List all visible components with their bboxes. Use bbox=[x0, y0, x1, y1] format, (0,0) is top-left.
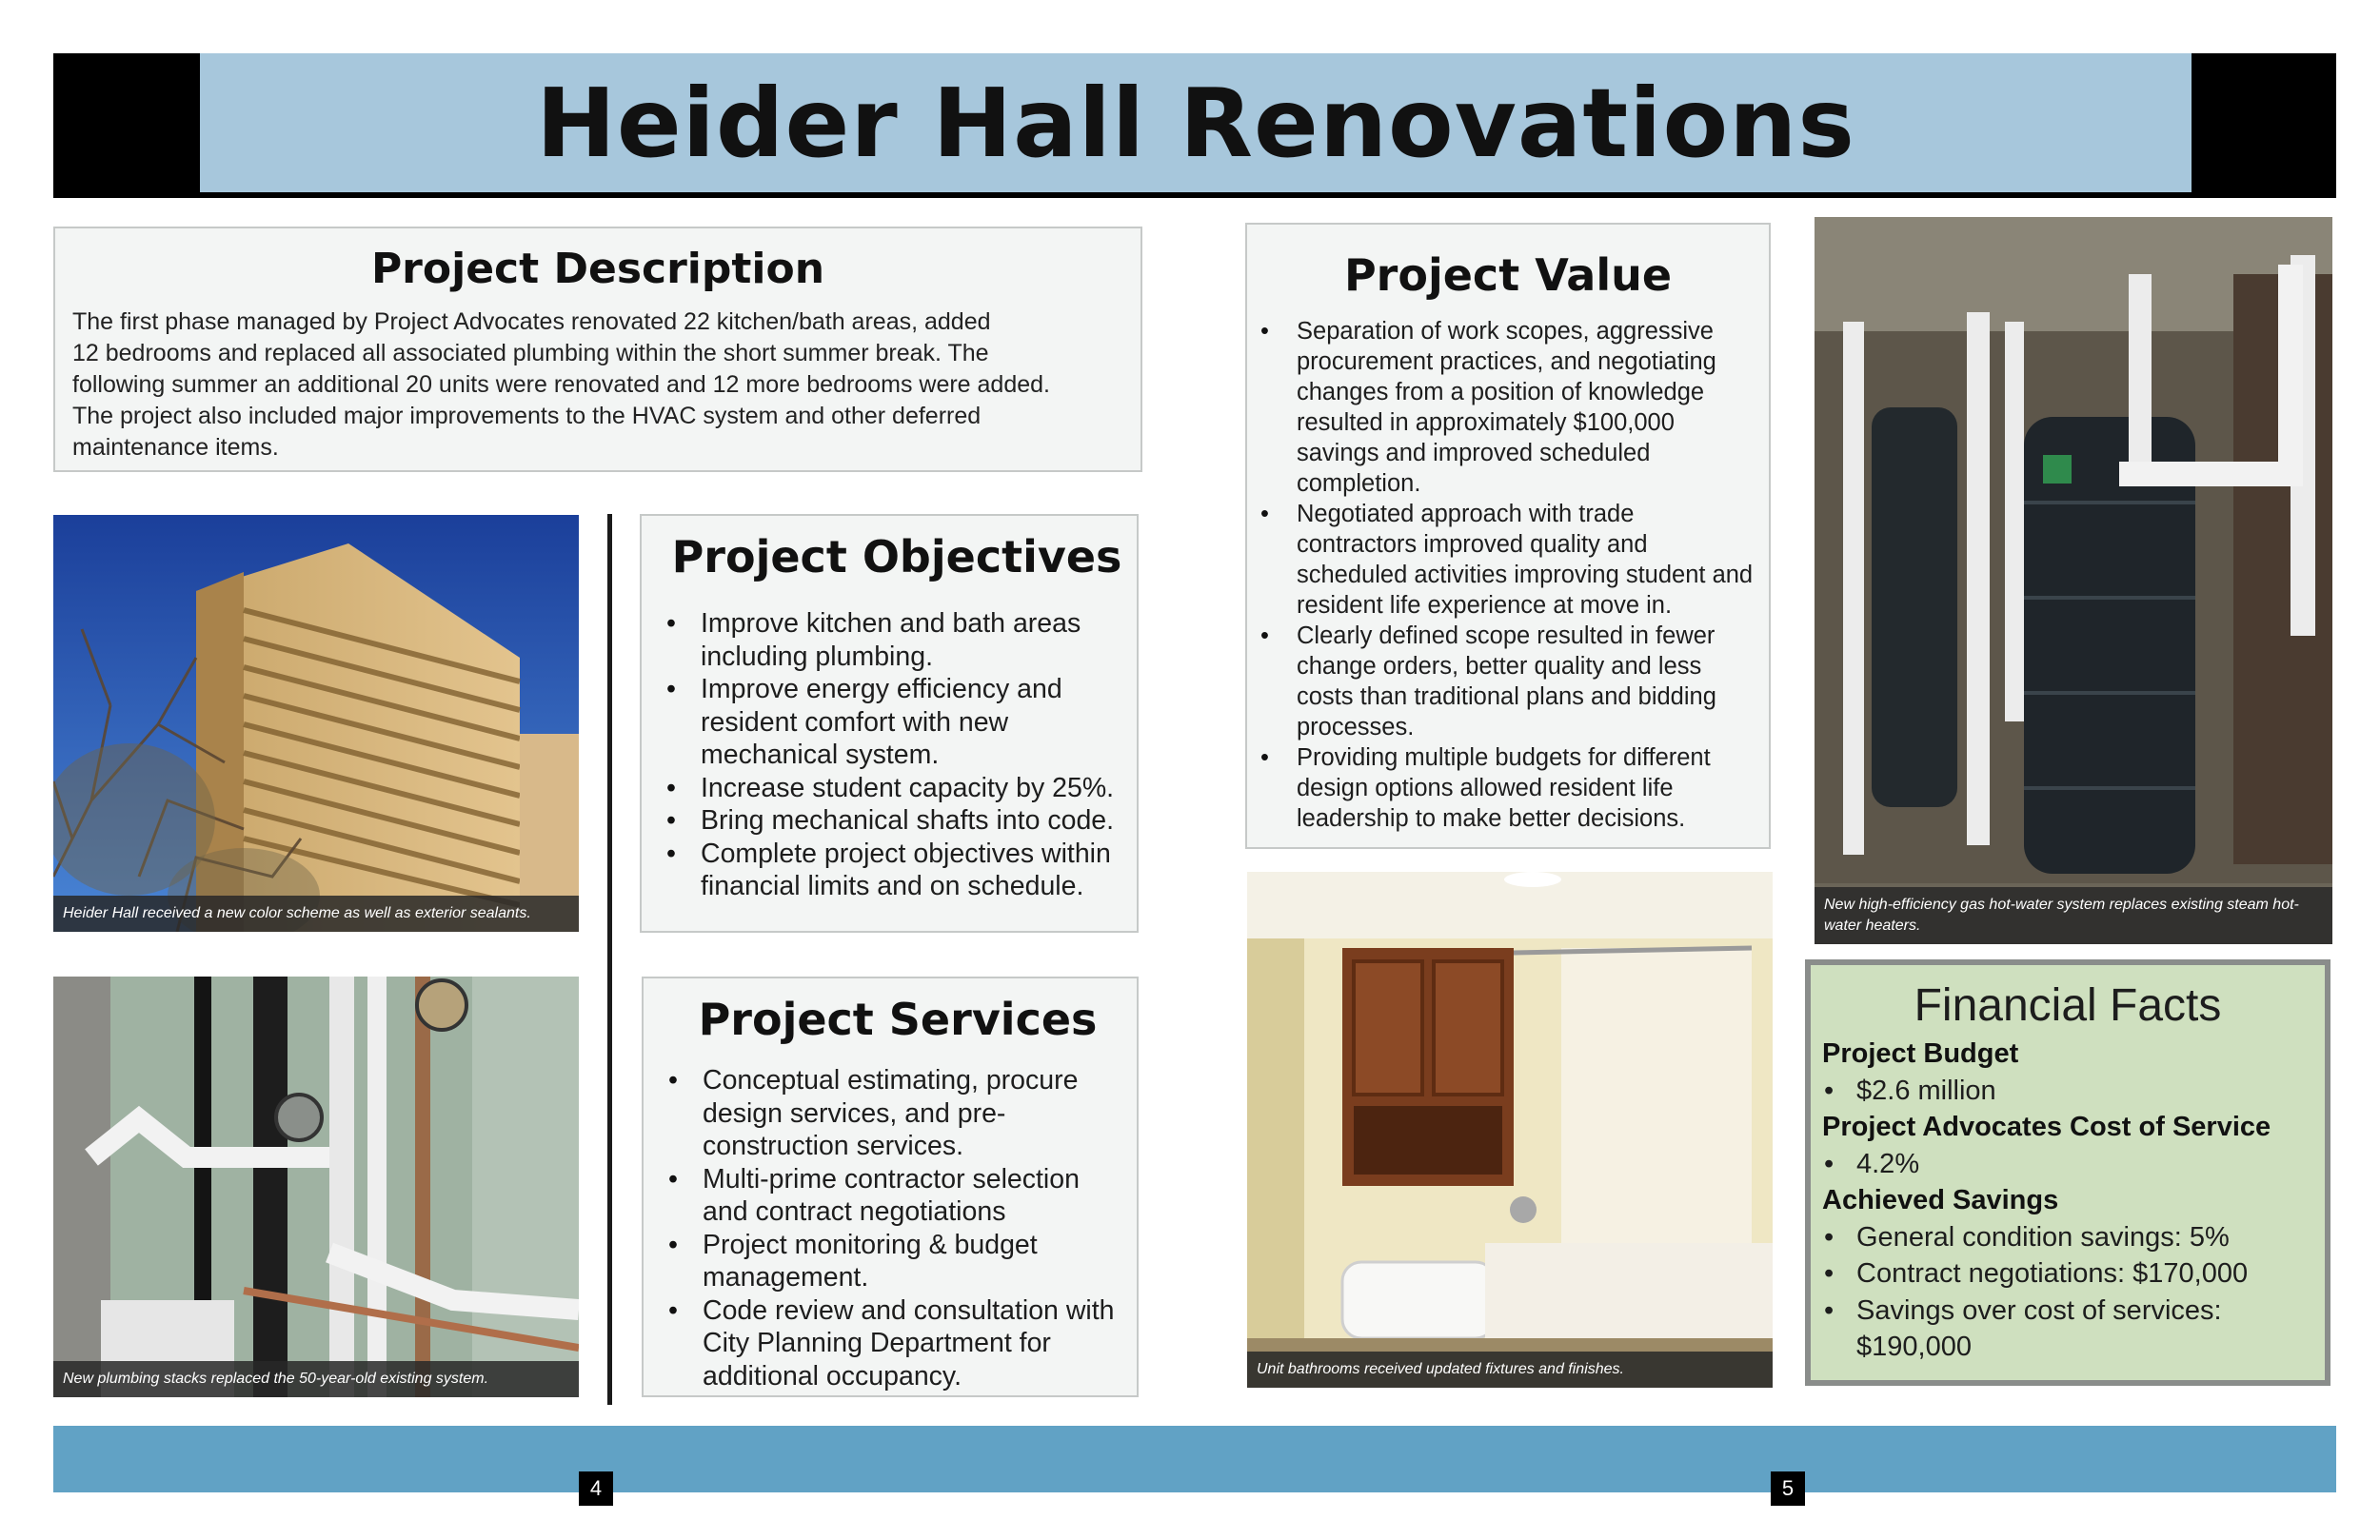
list-item: • Multi-prime contractor selection and contract negotiations bbox=[668, 1163, 1127, 1229]
list-item: • Improve energy efficiency and resident comfort with new mechanical system. bbox=[666, 673, 1127, 772]
cost-list bbox=[1822, 1146, 2313, 1183]
list-item: • Bring mechanical shafts into code. bbox=[666, 804, 1127, 838]
building-photo bbox=[53, 515, 579, 932]
page-number-left: 4 bbox=[579, 1471, 613, 1506]
project-objectives-panel bbox=[640, 514, 1139, 933]
column-divider bbox=[607, 514, 612, 1405]
project-description-panel bbox=[53, 227, 1142, 472]
financial-facts-panel bbox=[1805, 959, 2330, 1386]
footer-bar bbox=[53, 1426, 2336, 1492]
list-item: • Savings over cost of services: $190,000 bbox=[1822, 1293, 2313, 1366]
list-item: • Project monitoring & budget management. bbox=[668, 1229, 1127, 1294]
list-item: • Increase student capacity by 25%. bbox=[666, 772, 1127, 805]
list-item: • General condition savings: 5% bbox=[1822, 1219, 2313, 1256]
services-list bbox=[668, 1064, 1127, 1392]
list-item: • Code review and consultation with City Planning Department for additional occupancy. bbox=[668, 1294, 1127, 1393]
plumbing-photo bbox=[53, 977, 579, 1397]
title-band bbox=[200, 53, 2192, 192]
list-item: • Clearly defined scope resulted in fewer change orders, better quality and less costs than traditional plans and bidding processes. bbox=[1260, 621, 1755, 742]
project-services-heading: Project Services bbox=[698, 994, 1098, 1045]
project-description-heading: Project Description bbox=[370, 245, 825, 293]
project-value-heading: Project Value bbox=[1343, 249, 1673, 301]
heater-photo bbox=[1815, 217, 2332, 944]
bathroom-photo bbox=[1247, 872, 1773, 1388]
bathroom-photo-caption: Unit bathrooms received updated fixtures and finishes. bbox=[1247, 1352, 1773, 1388]
description-line: The project also included major improvements to the HVAC system and other deferred bbox=[72, 403, 982, 429]
description-line: The first phase managed by Project Advocates renovated 22 kitchen/bath areas, added bbox=[72, 308, 991, 335]
value-list bbox=[1260, 316, 1755, 834]
budget-list bbox=[1822, 1073, 2313, 1110]
project-description-text bbox=[72, 306, 1123, 464]
building-photo-caption: Heider Hall received a new color scheme as well as exterior sealants. bbox=[53, 896, 579, 932]
project-budget-label: Project Budget bbox=[1822, 1038, 2019, 1069]
description-line: 12 bedrooms and replaced all associated plumbing within the short summer break. The bbox=[72, 340, 989, 366]
page-number-right: 5 bbox=[1771, 1471, 1805, 1506]
list-item: • Separation of work scopes, aggressive procurement practices, and negotiating changes from a position of knowledge resulted in approximately $100,000 savings and improved scheduled completion. bbox=[1260, 316, 1755, 499]
description-line: following summer an additional 20 units were renovated and 12 more bedrooms were added. bbox=[72, 371, 1050, 398]
description-line: maintenance items. bbox=[72, 434, 279, 461]
plumbing-photo-caption: New plumbing stacks replaced the 50-year-old existing system. bbox=[53, 1361, 579, 1397]
list-item: • Providing multiple budgets for different design options allowed resident life leadership to make better decisions. bbox=[1260, 742, 1755, 834]
project-objectives-heading: Project Objectives bbox=[671, 531, 1122, 582]
list-item: • Improve kitchen and bath areas including plumbing. bbox=[666, 607, 1127, 673]
list-item: • Negotiated approach with trade contractors improved quality and scheduled activities improving student and resident life experience at move in. bbox=[1260, 499, 1755, 621]
financial-facts-heading: Financial Facts bbox=[1914, 980, 2222, 1031]
project-value-panel bbox=[1245, 223, 1771, 849]
project-services-panel bbox=[642, 977, 1139, 1397]
cost-of-service-label: Project Advocates Cost of Service bbox=[1822, 1112, 2271, 1142]
achieved-savings-label: Achieved Savings bbox=[1822, 1185, 2059, 1215]
savings-list bbox=[1822, 1219, 2313, 1366]
page-title: Heider Hall Renovations bbox=[536, 67, 1855, 179]
list-item: • Complete project objectives within financial limits and on schedule. bbox=[666, 838, 1127, 903]
heater-photo-caption: New high-efficiency gas hot-water system replaces existing steam hot-water heaters. bbox=[1815, 887, 2332, 944]
list-item: • 4.2% bbox=[1822, 1146, 2313, 1183]
objectives-list bbox=[666, 607, 1127, 903]
list-item: • Contract negotiations: $170,000 bbox=[1822, 1255, 2313, 1293]
list-item: • Conceptual estimating, procure design services, and pre-construction services. bbox=[668, 1064, 1127, 1163]
list-item: • $2.6 million bbox=[1822, 1073, 2313, 1110]
